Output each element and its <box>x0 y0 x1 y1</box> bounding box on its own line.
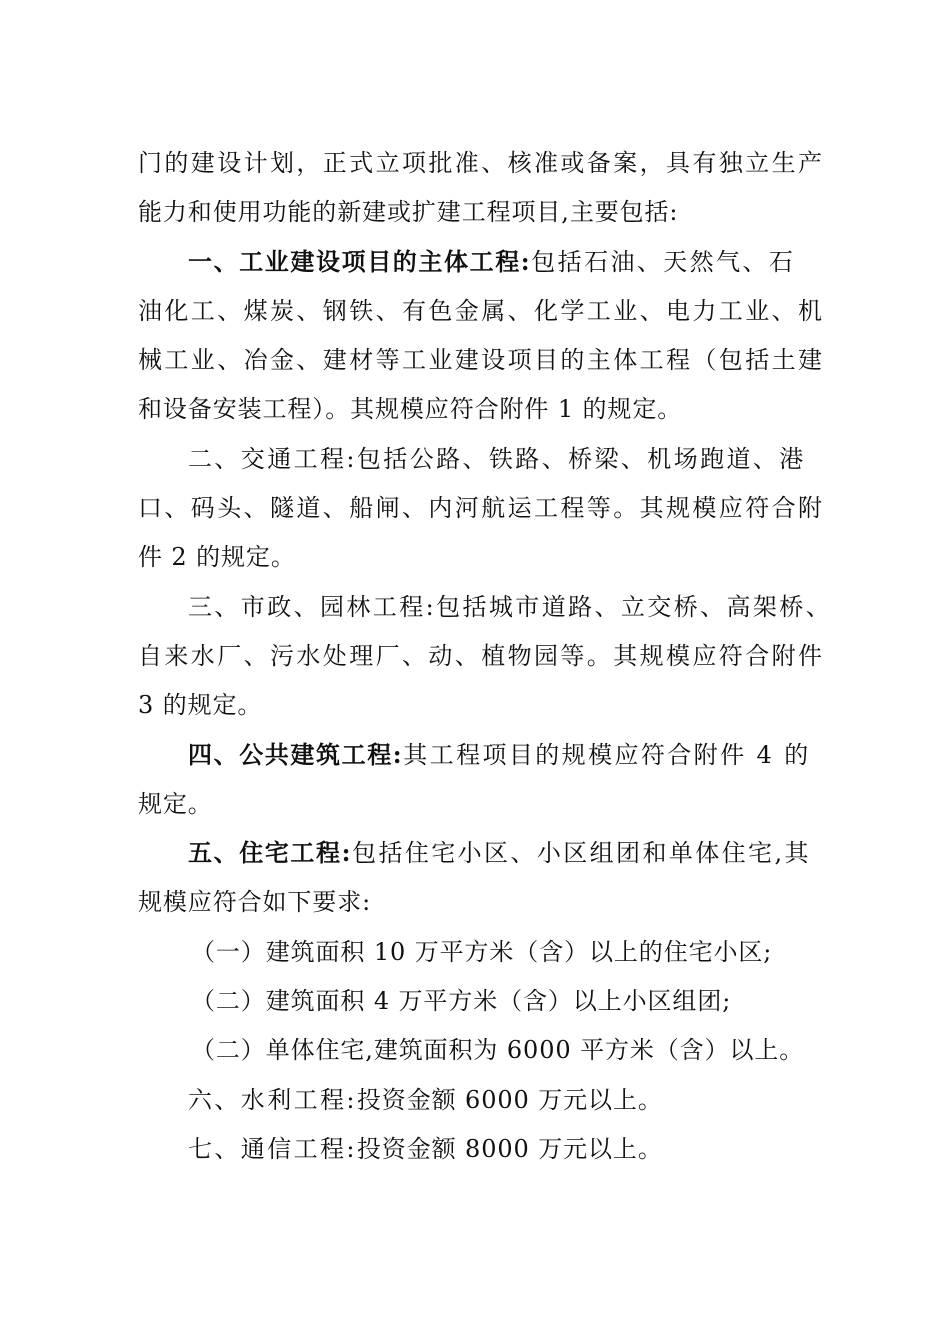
item-5-sub-3: （二）单体住宅,建筑面积为 6000 平方米（含）以上。 <box>191 1036 805 1065</box>
item-3-line-3: 3 的规定。 <box>138 691 263 720</box>
item-2-heading: 二、交通工程: <box>188 444 357 473</box>
intro-line-1: 门的建设计划，正式立项批准、核准或备案，具有独立生产 <box>138 149 825 177</box>
item-4-line-1 <box>138 735 828 784</box>
item-2-line-1 <box>138 439 828 488</box>
item-2-text: 包括公路、铁路、桥梁、机场跑道、港 <box>356 444 806 473</box>
item-1-line-2: 油化工、煤炭、钢铁、有色金属、化学工业、电力工业、机 <box>138 296 825 325</box>
document-body <box>138 143 833 1178</box>
item-1-heading: 一、工业建设项目的主体工程: <box>188 246 532 276</box>
item-6-text: 投资金额 6000 万元以上。 <box>356 1085 663 1114</box>
item-5-sub-1: （一）建筑面积 10 万平方米（含）以上的住宅小区; <box>191 937 773 966</box>
item-7-heading: 七、通信工程: <box>188 1134 357 1163</box>
item-3-heading: 三、市政、园林工程: <box>188 592 437 621</box>
item-5-line-2: 规模应符合如下要求: <box>138 888 372 917</box>
item-1-text: 包括石油、天然气、石 <box>531 247 796 276</box>
item-3-line-1 <box>138 587 833 636</box>
item-6-heading: 六、水利工程: <box>188 1085 357 1114</box>
item-6-line-1 <box>138 1080 828 1129</box>
item-4-heading: 四、公共建筑工程: <box>188 739 404 769</box>
item-3-text: 包括城市道路、立交桥、高架桥、 <box>436 592 833 621</box>
item-3-line-2: 自来水厂、污水处理厂、动、植物园等。其规模应符合附件 <box>138 641 825 670</box>
item-5-text: 包括住宅小区、小区组团和单体住宅,其 <box>352 839 811 868</box>
item-1-line-3: 械工业、冶金、建材等工业建设项目的主体工程（包括土建 <box>138 346 825 375</box>
item-7-line-1 <box>138 1129 828 1178</box>
item-5-line-1 <box>138 833 828 882</box>
item-5-sub-2: （二）建筑面积 4 万平方米（含）以上小区组团; <box>191 987 732 1016</box>
item-7-text: 投资金额 8000 万元以上。 <box>356 1134 663 1163</box>
item-4-line-2: 规定。 <box>138 789 213 818</box>
item-2-line-3: 件 2 的规定。 <box>138 543 296 572</box>
intro-line-2: 能力和使用功能的新建或扩建工程项目,主要包括: <box>138 198 679 227</box>
item-5-heading: 五、住宅工程: <box>188 838 353 868</box>
item-4-text: 其工程项目的规模应符合附件 4 的 <box>403 740 811 769</box>
item-2-line-2: 口、码头、隧道、船闸、内河航运工程等。其规模应符合附 <box>138 494 825 523</box>
item-1-line-4: 和设备安装工程）。其规模应符合附件 1 的规定。 <box>138 395 683 424</box>
item-1-line-1 <box>138 242 828 291</box>
